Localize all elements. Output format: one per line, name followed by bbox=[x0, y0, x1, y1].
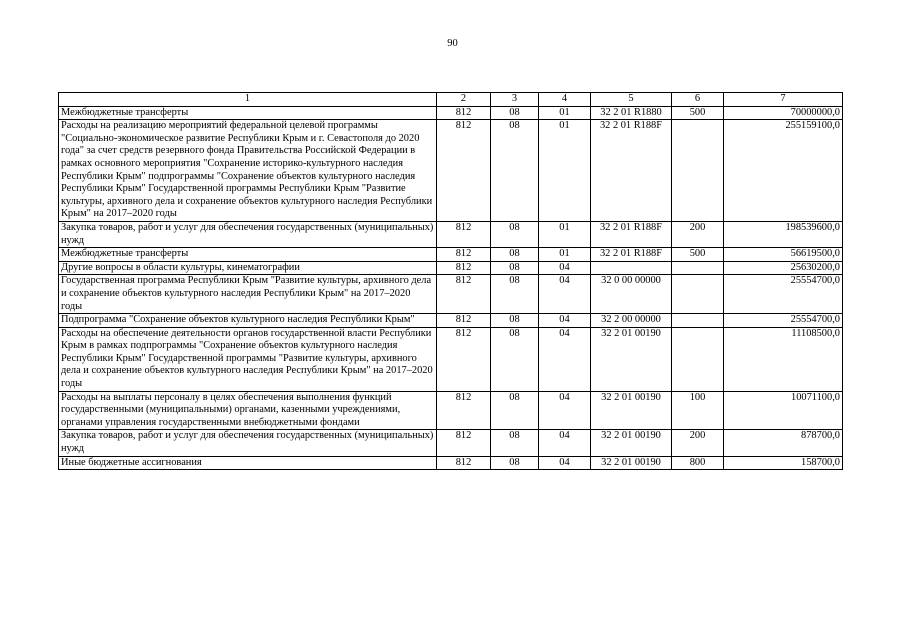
cell-section-code: 08 bbox=[491, 275, 539, 314]
cell-target-article-code: 32 2 01 00190 bbox=[591, 327, 672, 391]
cell-section-code: 08 bbox=[491, 120, 539, 222]
cell-subsection-code: 01 bbox=[539, 221, 591, 247]
cell-section-code: 08 bbox=[491, 456, 539, 470]
cell-ministry-code: 812 bbox=[437, 430, 491, 456]
table-row bbox=[59, 106, 843, 120]
cell-section-code: 3 bbox=[491, 93, 539, 107]
cell-description: Государственная программа Республики Крым "Развитие культуры, архивного дела и сохранение объектов культурного наследия Республики Крым" на 2017–2020 годы bbox=[59, 275, 437, 314]
cell-description: Межбюджетные трансферты bbox=[59, 106, 437, 120]
cell-subsection-code: 04 bbox=[539, 391, 591, 430]
cell-section-code: 08 bbox=[491, 430, 539, 456]
cell-target-article-code: 32 2 01 00190 bbox=[591, 456, 672, 470]
table-row bbox=[59, 221, 843, 247]
cell-subsection-code: 01 bbox=[539, 106, 591, 120]
cell-section-code: 08 bbox=[491, 327, 539, 391]
cell-subsection-code: 04 bbox=[539, 327, 591, 391]
page-number: 90 bbox=[447, 38, 458, 49]
cell-subsection-code: 01 bbox=[539, 120, 591, 222]
cell-amount: 56619500,0 bbox=[724, 248, 843, 262]
table-row bbox=[59, 314, 843, 328]
cell-description: Закупка товаров, работ и услуг для обеспечения государственных (муниципальных) нужд bbox=[59, 430, 437, 456]
cell-section-code: 08 bbox=[491, 314, 539, 328]
cell-amount: 70000000,0 bbox=[724, 106, 843, 120]
cell-subsection-code: 04 bbox=[539, 275, 591, 314]
cell-expense-type-code: 200 bbox=[672, 221, 724, 247]
cell-subsection-code: 04 bbox=[539, 314, 591, 328]
cell-amount: 25554700,0 bbox=[724, 275, 843, 314]
cell-target-article-code: 32 2 01 00190 bbox=[591, 430, 672, 456]
cell-description: Межбюджетные трансферты bbox=[59, 248, 437, 262]
cell-ministry-code: 812 bbox=[437, 248, 491, 262]
cell-ministry-code: 812 bbox=[437, 106, 491, 120]
cell-description: Другие вопросы в области культуры, кинематографии bbox=[59, 261, 437, 275]
cell-section-code: 08 bbox=[491, 221, 539, 247]
cell-amount: 158700,0 bbox=[724, 456, 843, 470]
cell-amount: 11108500,0 bbox=[724, 327, 843, 391]
cell-amount: 25554700,0 bbox=[724, 314, 843, 328]
cell-subsection-code: 01 bbox=[539, 248, 591, 262]
cell-description: Расходы на обеспечение деятельности органов государственной власти Республики Крым в рамках подпрограммы "Сохранение объектов культурного наследия Республики Крым" Государственной программы "Развитие культуры, архивного дела и сохранение объектов культурного наследия Республики Крым" на 2017–2020 годы bbox=[59, 327, 437, 391]
cell-amount: 198539600,0 bbox=[724, 221, 843, 247]
cell-description: Иные бюджетные ассигнования bbox=[59, 456, 437, 470]
cell-target-article-code: 32 2 01 R1880 bbox=[591, 106, 672, 120]
cell-ministry-code: 812 bbox=[437, 327, 491, 391]
cell-description: Расходы на выплаты персоналу в целях обеспечения выполнения функций государственными (муниципальными) органами, казенными учреждениями, органами управления государственными внебюджетными фондами bbox=[59, 391, 437, 430]
cell-amount: 255159100,0 bbox=[724, 120, 843, 222]
cell-amount: 7 bbox=[724, 93, 843, 107]
cell-ministry-code: 812 bbox=[437, 275, 491, 314]
cell-expense-type-code: 800 bbox=[672, 456, 724, 470]
cell-description: Закупка товаров, работ и услуг для обеспечения государственных (муниципальных) нужд bbox=[59, 221, 437, 247]
cell-section-code: 08 bbox=[491, 106, 539, 120]
cell-ministry-code: 812 bbox=[437, 120, 491, 222]
cell-expense-type-code bbox=[672, 314, 724, 328]
cell-subsection-code: 04 bbox=[539, 261, 591, 275]
table-header-row bbox=[59, 93, 843, 107]
cell-expense-type-code: 500 bbox=[672, 106, 724, 120]
cell-section-code: 08 bbox=[491, 261, 539, 275]
cell-ministry-code: 2 bbox=[437, 93, 491, 107]
cell-amount: 10071100,0 bbox=[724, 391, 843, 430]
table-row bbox=[59, 275, 843, 314]
cell-subsection-code: 04 bbox=[539, 456, 591, 470]
cell-expense-type-code: 6 bbox=[672, 93, 724, 107]
cell-subsection-code: 04 bbox=[539, 430, 591, 456]
cell-ministry-code: 812 bbox=[437, 221, 491, 247]
cell-ministry-code: 812 bbox=[437, 314, 491, 328]
cell-ministry-code: 812 bbox=[437, 391, 491, 430]
cell-subsection-code: 4 bbox=[539, 93, 591, 107]
cell-amount: 25630200,0 bbox=[724, 261, 843, 275]
cell-target-article-code: 32 2 01 00190 bbox=[591, 391, 672, 430]
cell-expense-type-code bbox=[672, 120, 724, 222]
cell-section-code: 08 bbox=[491, 248, 539, 262]
cell-target-article-code: 32 0 00 00000 bbox=[591, 275, 672, 314]
cell-section-code: 08 bbox=[491, 391, 539, 430]
cell-ministry-code: 812 bbox=[437, 261, 491, 275]
table-row bbox=[59, 120, 843, 222]
cell-target-article-code bbox=[591, 261, 672, 275]
cell-expense-type-code: 500 bbox=[672, 248, 724, 262]
cell-target-article-code: 5 bbox=[591, 93, 672, 107]
table-row bbox=[59, 327, 843, 391]
cell-expense-type-code bbox=[672, 275, 724, 314]
table-row bbox=[59, 261, 843, 275]
cell-description: Подпрограмма "Сохранение объектов культурного наследия Республики Крым" bbox=[59, 314, 437, 328]
cell-target-article-code: 32 2 00 00000 bbox=[591, 314, 672, 328]
cell-target-article-code: 32 2 01 R188F bbox=[591, 120, 672, 222]
cell-expense-type-code bbox=[672, 261, 724, 275]
cell-expense-type-code bbox=[672, 327, 724, 391]
cell-target-article-code: 32 2 01 R188F bbox=[591, 248, 672, 262]
table-row bbox=[59, 430, 843, 456]
table-row bbox=[59, 456, 843, 470]
cell-description: Расходы на реализацию мероприятий федеральной целевой программы "Социально-экономическое развитие Республики Крым и г. Севастополя до 2020 года" за счет средств резервного фонда Правительства Российской Федерации в рамках основного мероприятия "Сохранение историко-культурного наследия Республики Крым" подпрограммы "Сохранение объектов культурного наследия Республики Крым" Государственной программы Республики Крым "Развитие культуры, архивного дела и сохранение объектов культурного наследия Республики Крым" на 2017–2020 годы bbox=[59, 120, 437, 222]
budget-table bbox=[58, 92, 843, 470]
cell-amount: 878700,0 bbox=[724, 430, 843, 456]
cell-target-article-code: 32 2 01 R188F bbox=[591, 221, 672, 247]
cell-description: 1 bbox=[59, 93, 437, 107]
table-row bbox=[59, 248, 843, 262]
table-row bbox=[59, 391, 843, 430]
cell-ministry-code: 812 bbox=[437, 456, 491, 470]
cell-expense-type-code: 100 bbox=[672, 391, 724, 430]
cell-expense-type-code: 200 bbox=[672, 430, 724, 456]
